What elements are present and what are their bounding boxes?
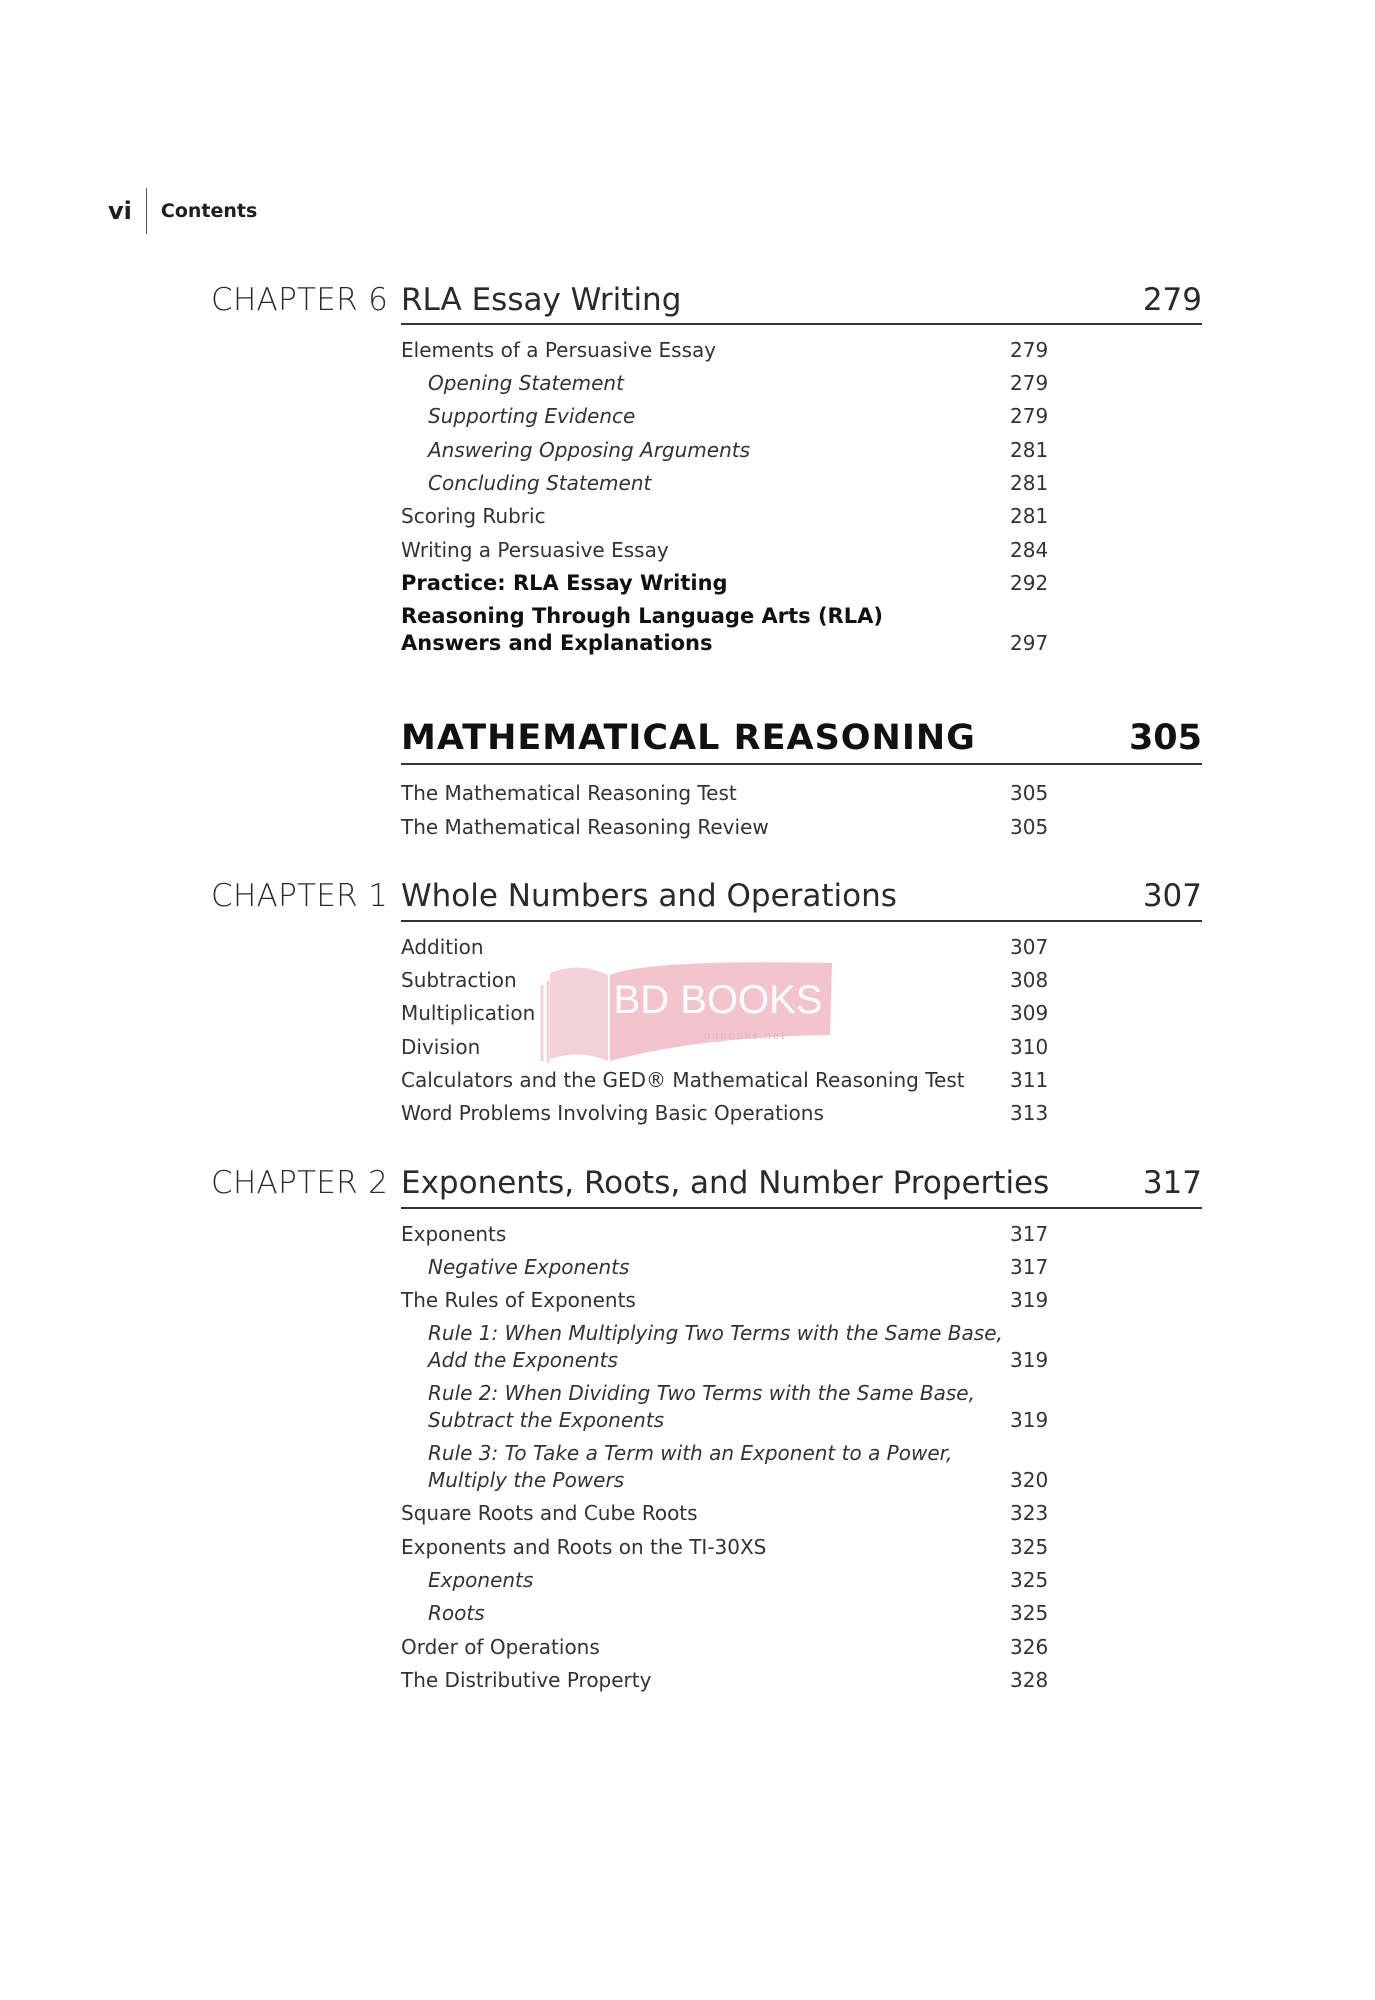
- toc-subentry[interactable]: Answering Opposing Arguments: [428, 438, 751, 462]
- entry-line: Multiply the Powers: [428, 1468, 625, 1492]
- toc-entry-practice[interactable]: Practice: RLA Essay Writing: [401, 571, 728, 595]
- chapter-page: 279: [1142, 282, 1202, 318]
- toc-entry[interactable]: Word Problems Involving Basic Operations: [401, 1101, 824, 1125]
- chapter-page: 317: [1142, 1165, 1202, 1201]
- toc-page: 319: [1010, 1288, 1049, 1312]
- toc-subentry[interactable]: Concluding Statement: [428, 471, 652, 495]
- chapter-label: CHAPTER 1: [211, 878, 389, 914]
- toc-entry[interactable]: The Mathematical Reasoning Test: [401, 781, 737, 805]
- toc-entry[interactable]: Exponents: [401, 1222, 507, 1246]
- toc-entry[interactable]: The Distributive Property: [401, 1668, 652, 1692]
- chapter-title[interactable]: Whole Numbers and Operations: [401, 878, 897, 914]
- toc-entry[interactable]: Exponents and Roots on the TI-30XS: [401, 1535, 767, 1559]
- toc-entry[interactable]: Square Roots and Cube Roots: [401, 1501, 698, 1525]
- toc-entry[interactable]: The Mathematical Reasoning Review: [401, 815, 769, 839]
- toc-page: 311: [1010, 1068, 1049, 1092]
- chapter-title[interactable]: Exponents, Roots, and Number Properties: [401, 1165, 1050, 1201]
- watermark-text: BD BOOKS: [613, 978, 823, 1022]
- toc-entry[interactable]: The Rules of Exponents: [401, 1288, 636, 1312]
- chapter-label: CHAPTER 2: [211, 1165, 389, 1201]
- toc-page: 279: [1010, 338, 1049, 362]
- toc-page: 308: [1010, 968, 1049, 992]
- toc-page: 281: [1010, 504, 1049, 528]
- toc-page: 326: [1010, 1635, 1049, 1659]
- entry-line: Subtract the Exponents: [428, 1408, 665, 1432]
- toc-page: 325: [1010, 1601, 1049, 1625]
- chapter-rule: [401, 1207, 1202, 1209]
- toc-page: 325: [1010, 1535, 1049, 1559]
- chapter-page: 307: [1142, 878, 1202, 914]
- toc-page: 313: [1010, 1101, 1049, 1125]
- toc-entry[interactable]: Calculators and the GED® Mathematical Reasoning Test: [401, 1068, 965, 1092]
- toc-entry[interactable]: Order of Operations: [401, 1635, 600, 1659]
- part-page: 305: [1128, 718, 1202, 758]
- entry-line: Answers and Explanations: [401, 631, 713, 655]
- chapter-label: CHAPTER 6: [211, 282, 389, 318]
- toc-page: 279: [1010, 371, 1049, 395]
- entry-line: Rule 3: To Take a Term with an Exponent to a Power,: [428, 1441, 953, 1465]
- toc-page: 309: [1010, 1001, 1049, 1025]
- entry-line: Rule 2: When Dividing Two Terms with the Same Base,: [428, 1381, 975, 1405]
- toc-subentry-rule-2[interactable]: [428, 1380, 1041, 1434]
- toc-page: 281: [1010, 438, 1049, 462]
- watermark-logo: [540, 955, 840, 1067]
- toc-entry[interactable]: Multiplication: [401, 1001, 536, 1025]
- toc-entry[interactable]: Addition: [401, 935, 484, 959]
- toc-subentry-rule-1[interactable]: [428, 1320, 1041, 1374]
- toc-page: 325: [1010, 1568, 1049, 1592]
- chapter-rule: [401, 920, 1202, 922]
- toc-page: 284: [1010, 538, 1049, 562]
- toc-page: 310: [1010, 1035, 1049, 1059]
- toc-subentry[interactable]: Roots: [428, 1601, 485, 1625]
- page-number: vi: [108, 197, 132, 225]
- toc-page: 281: [1010, 471, 1049, 495]
- toc-subentry[interactable]: Exponents: [428, 1568, 534, 1592]
- part-rule: [401, 763, 1202, 765]
- chapter-rule: [401, 323, 1202, 325]
- entry-line: Rule 1: When Multiplying Two Terms with the Same Base,: [428, 1321, 1003, 1345]
- toc-page: 317: [1010, 1255, 1049, 1279]
- part-title[interactable]: MATHEMATICAL REASONING: [401, 718, 976, 758]
- toc-entry-answers[interactable]: [401, 603, 1041, 657]
- running-header: [108, 188, 257, 234]
- toc-page: 307: [1010, 935, 1049, 959]
- toc-subentry-rule-3[interactable]: [428, 1440, 1041, 1494]
- entry-line: Add the Exponents: [428, 1348, 618, 1372]
- toc-entry[interactable]: Scoring Rubric: [401, 504, 546, 528]
- watermark-subtext: bdbooks.net: [704, 1030, 786, 1042]
- toc-entry[interactable]: Division: [401, 1035, 481, 1059]
- toc-page: 292: [1010, 571, 1049, 595]
- book-icon: [550, 967, 608, 1061]
- toc-subentry[interactable]: Negative Exponents: [428, 1255, 630, 1279]
- toc-page: 317: [1010, 1222, 1049, 1246]
- toc-page: 305: [1010, 815, 1049, 839]
- toc-subentry[interactable]: Supporting Evidence: [428, 404, 636, 428]
- toc-page: 320: [1010, 1468, 1049, 1492]
- toc-page: 305: [1010, 781, 1049, 805]
- toc-entry[interactable]: Writing a Persuasive Essay: [401, 538, 669, 562]
- toc-entry[interactable]: Elements of a Persuasive Essay: [401, 338, 717, 362]
- toc-entry[interactable]: Subtraction: [401, 968, 517, 992]
- toc-page: 279: [1010, 404, 1049, 428]
- toc-page: 323: [1010, 1501, 1049, 1525]
- toc-page: 319: [1010, 1408, 1049, 1432]
- toc-subentry[interactable]: Opening Statement: [428, 371, 624, 395]
- toc-page: 297: [1010, 631, 1049, 655]
- entry-line: Reasoning Through Language Arts (RLA): [401, 604, 883, 628]
- toc-page: 328: [1010, 1668, 1049, 1692]
- chapter-title[interactable]: RLA Essay Writing: [401, 282, 682, 318]
- header-label: Contents: [160, 200, 258, 222]
- toc-page: 319: [1010, 1348, 1049, 1372]
